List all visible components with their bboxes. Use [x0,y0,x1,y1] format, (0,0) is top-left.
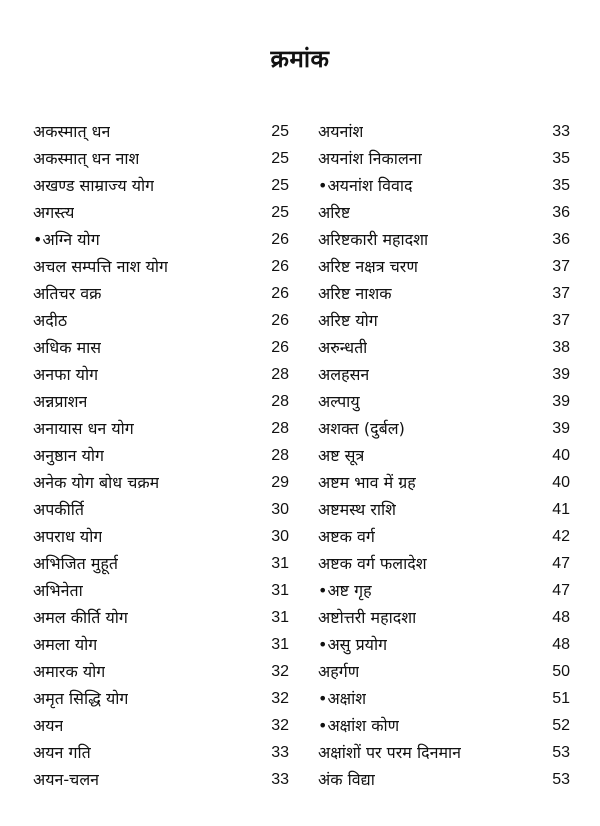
entry-label: •असु प्रयोग [318,635,388,654]
entry-label: अन्नप्राशन [33,392,88,411]
entry-label: अकस्मात् धन [33,122,111,141]
entry-page-number: 32 [271,717,289,734]
entry-label: •अक्षांश कोण [318,716,400,735]
entry-page-number: 25 [271,204,289,221]
entry-page-number: 47 [552,555,570,572]
index-entry [33,739,289,766]
entry-page-number: 30 [271,528,289,545]
index-entry [318,334,570,361]
entry-page-number: 47 [552,582,570,599]
entry-page-number: 28 [271,366,289,383]
entry-label: अमृत सिद्धि योग [33,689,129,708]
entry-label: अयन [33,716,64,735]
index-entry [33,307,289,334]
index-entry [318,307,570,334]
index-entry [33,712,289,739]
entry-page-number: 26 [271,258,289,275]
entry-label: अचल सम्पत्ति नाश योग [33,257,169,276]
entry-label: अशक्त (दुर्बल) [318,419,405,438]
entry-page-number: 32 [271,663,289,680]
entry-page-number: 26 [271,312,289,329]
entry-page-number: 36 [552,204,570,221]
index-entry [318,523,570,550]
index-entry [33,442,289,469]
entry-label: अष्ट सूत्र [318,446,365,465]
entry-label: •अग्नि योग [33,230,100,249]
entry-label: अखण्ड साम्राज्य योग [33,176,155,195]
entry-label: अरिष्टकारी महादशा [318,230,429,249]
entry-label: •अष्ट गृह [318,581,372,600]
entry-page-number: 29 [271,474,289,491]
entry-label: अयनांश निकालना [318,149,422,168]
entry-label: अमल कीर्ति योग [33,608,128,627]
index-entry [318,631,570,658]
entry-page-number: 25 [271,150,289,167]
entry-label: अरिष्ट नक्षत्र चरण [318,257,418,276]
index-entry [318,145,570,172]
index-entry [33,469,289,496]
entry-label: अगस्त्य [33,203,75,222]
entry-label: अनुष्ठान योग [33,446,105,465]
index-entry [33,415,289,442]
entry-page-number: 51 [552,690,570,707]
entry-label: अभिजित मुहूर्त [33,554,119,573]
index-entry [318,199,570,226]
entry-label: अतिचर वक्र [33,284,102,303]
index-entry [33,658,289,685]
index-entry [33,523,289,550]
entry-page-number: 25 [271,177,289,194]
entry-label: अरुन्धती [318,338,368,357]
entry-label: अरिष्ट योग [318,311,378,330]
index-entry [318,766,570,793]
index-entry [318,442,570,469]
entry-page-number: 41 [552,501,570,518]
entry-page-number: 39 [552,366,570,383]
index-entry [318,712,570,739]
index-entry [33,361,289,388]
index-entry [33,577,289,604]
index-entry [33,118,289,145]
entry-page-number: 33 [271,744,289,761]
entry-label: अरिष्ट [318,203,351,222]
entry-page-number: 39 [552,393,570,410]
entry-page-number: 31 [271,609,289,626]
index-entry [33,253,289,280]
entry-label: अपकीर्ति [33,500,85,519]
index-entry [33,334,289,361]
entry-page-number: 31 [271,582,289,599]
index-entry [33,226,289,253]
entry-label: अष्टक वर्ग [318,527,375,546]
index-entry [33,145,289,172]
entry-label: अनफा योग [33,365,99,384]
index-entry [33,604,289,631]
index-entry [318,550,570,577]
entry-label: अनायास धन योग [33,419,134,438]
index-entry [33,496,289,523]
entry-label: अहर्गण [318,662,360,681]
entry-label: अष्टमस्थ राशि [318,500,397,519]
index-entry [318,118,570,145]
entry-label: अमला योग [33,635,98,654]
index-entry [318,280,570,307]
index-entry [33,388,289,415]
page-title: क्रमांक [270,45,330,73]
entry-label: अधिक मास [33,338,102,357]
entry-label: अयनांश [318,122,364,141]
index-entry [318,469,570,496]
entry-label: अयन गति [33,743,91,762]
entry-label: अलहसन [318,365,370,384]
entry-label: अरिष्ट नाशक [318,284,392,303]
index-entry [318,685,570,712]
index-entry [33,280,289,307]
entry-page-number: 25 [271,123,289,140]
entry-page-number: 38 [552,339,570,356]
entry-page-number: 37 [552,258,570,275]
entry-label: अयन-चलन [33,770,100,789]
entry-page-number: 31 [271,555,289,572]
index-entry [318,388,570,415]
entry-label: अमारक योग [33,662,106,681]
index-entry [318,415,570,442]
index-entry [33,631,289,658]
entry-label: अंक विद्या [318,770,375,789]
right-index-column [318,118,570,793]
entry-page-number: 35 [552,150,570,167]
index-entry [318,496,570,523]
entry-label: अक्षांशों पर परम दिनमान [318,743,462,762]
entry-label: अभिनेता [33,581,83,600]
entry-label: अष्टम भाव में ग्रह [318,473,416,492]
index-entry [33,199,289,226]
entry-page-number: 26 [271,285,289,302]
entry-page-number: 48 [552,636,570,653]
entry-page-number: 52 [552,717,570,734]
entry-page-number: 28 [271,393,289,410]
entry-label: अष्टक वर्ग फलादेश [318,554,427,573]
entry-page-number: 31 [271,636,289,653]
entry-page-number: 26 [271,339,289,356]
entry-page-number: 33 [552,123,570,140]
entry-label: •अक्षांश [318,689,367,708]
entry-page-number: 36 [552,231,570,248]
entry-page-number: 32 [271,690,289,707]
entry-page-number: 40 [552,447,570,464]
entry-page-number: 40 [552,474,570,491]
entry-page-number: 53 [552,771,570,788]
entry-page-number: 33 [271,771,289,788]
entry-label: •अयनांश विवाद [318,176,413,195]
entry-page-number: 53 [552,744,570,761]
index-entry [318,172,570,199]
entry-page-number: 37 [552,285,570,302]
index-entry [318,604,570,631]
index-entry [318,739,570,766]
entry-label: अपराध योग [33,527,103,546]
index-entry [33,550,289,577]
index-entry [318,577,570,604]
index-entry [318,253,570,280]
entry-page-number: 39 [552,420,570,437]
entry-label: अष्टोत्तरी महादशा [318,608,417,627]
entry-label: अल्पायु [318,392,360,411]
entry-page-number: 28 [271,420,289,437]
entry-page-number: 37 [552,312,570,329]
entry-page-number: 48 [552,609,570,626]
index-entry [33,172,289,199]
entry-page-number: 35 [552,177,570,194]
index-entry [33,685,289,712]
index-entry [318,658,570,685]
entry-page-number: 42 [552,528,570,545]
left-index-column [33,118,289,793]
index-entry [318,361,570,388]
entry-label: अनेक योग बोध चक्रम [33,473,160,492]
index-entry [33,766,289,793]
entry-page-number: 28 [271,447,289,464]
index-entry [318,226,570,253]
entry-page-number: 30 [271,501,289,518]
entry-label: अकस्मात् धन नाश [33,149,140,168]
entry-page-number: 50 [552,663,570,680]
entry-page-number: 26 [271,231,289,248]
entry-label: अदीठ [33,311,68,330]
